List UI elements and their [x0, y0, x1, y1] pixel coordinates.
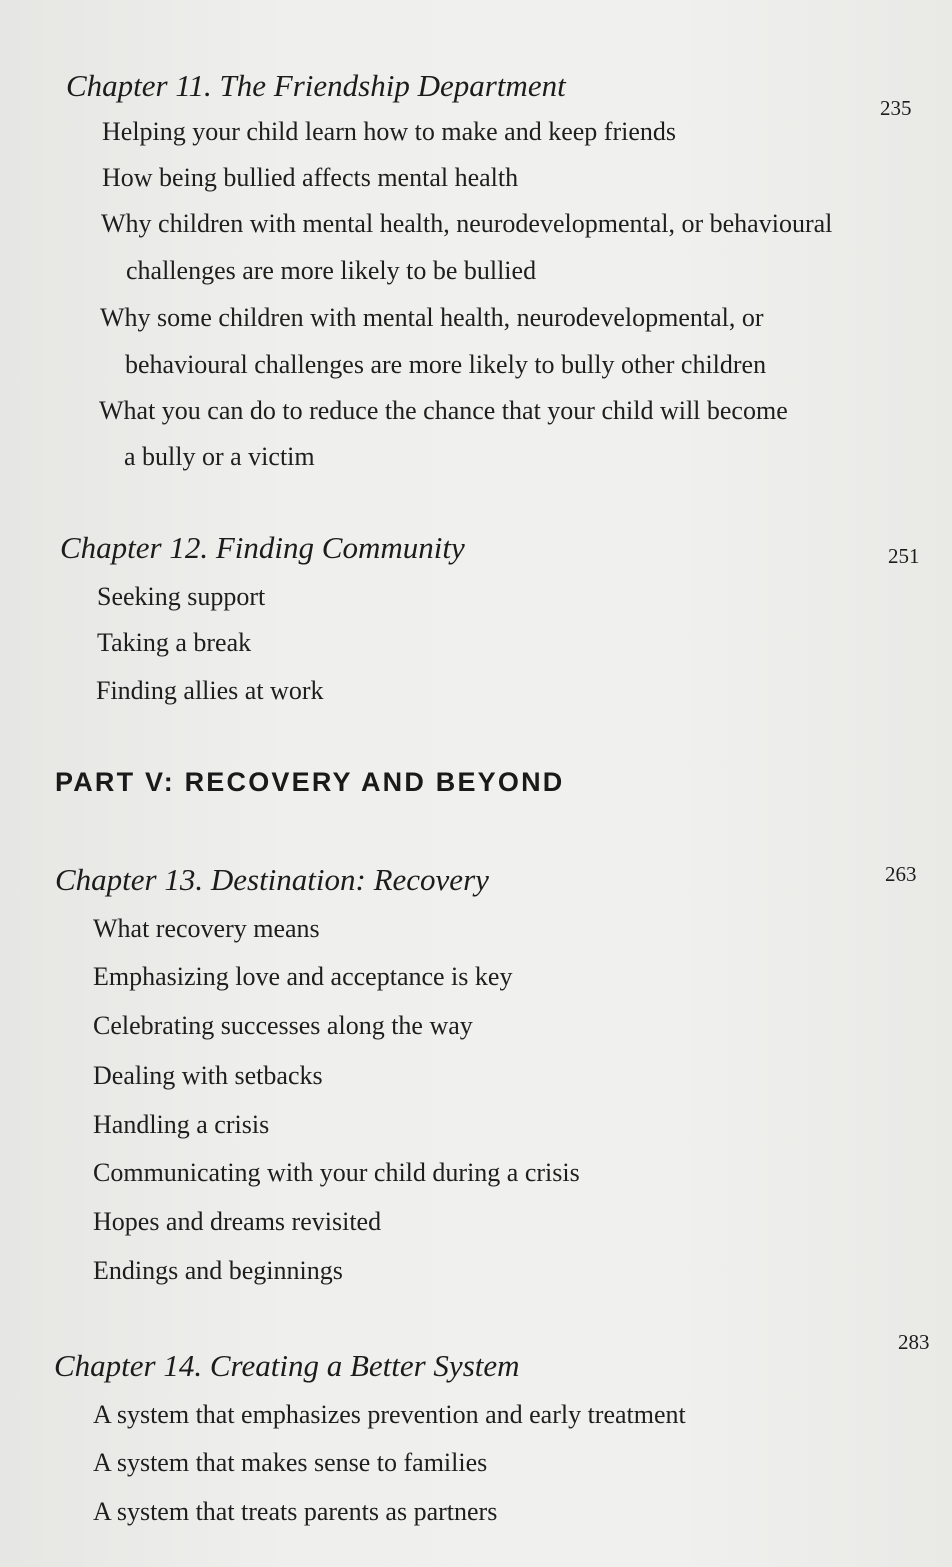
topic-line: Taking a break — [97, 628, 252, 657]
chapter-title: Chapter 14. Creating a Better System — [54, 1348, 520, 1383]
topic-line: Helping your child learn how to make and keep friends — [102, 117, 676, 146]
chapter-title: Chapter 11. The Friendship Department — [66, 68, 566, 103]
topic-line: A system that makes sense to families — [93, 1448, 488, 1477]
chapter-title: Chapter 12. Finding Community — [60, 530, 465, 565]
topic-line: A system that emphasizes prevention and early treatment — [93, 1400, 686, 1429]
topic-line: Seeking support — [97, 582, 266, 611]
topic-line: challenges are more likely to be bullied — [126, 256, 537, 285]
topic-line: behavioural challenges are more likely to bully other children — [125, 350, 767, 379]
topic-line: What recovery means — [93, 914, 320, 943]
topic-line: A system that treats parents as partners — [93, 1497, 498, 1526]
topic-line: How being bullied affects mental health — [102, 163, 519, 192]
topic-line: Why some children with mental health, neurodevelopmental, or — [100, 303, 764, 332]
topic-line: Emphasizing love and acceptance is key — [93, 962, 513, 991]
topic-line: Celebrating successes along the way — [93, 1011, 473, 1040]
chapter-page-number: 283 — [898, 1330, 930, 1354]
topic-line: Endings and beginnings — [93, 1256, 343, 1285]
topic-line: a bully or a victim — [124, 442, 315, 471]
chapter-page-number: 235 — [880, 96, 912, 120]
topic-line: Communicating with your child during a crisis — [93, 1158, 580, 1187]
topic-line: Finding allies at work — [96, 676, 324, 705]
topic-line: Handling a crisis — [93, 1110, 270, 1139]
topic-line: What you can do to reduce the chance that your child will become — [99, 396, 788, 425]
topic-line: Dealing with setbacks — [93, 1061, 323, 1090]
chapter-page-number: 263 — [885, 862, 917, 886]
chapter-page-number: 251 — [888, 544, 920, 568]
topic-line: Hopes and dreams revisited — [93, 1207, 382, 1236]
topic-line: Why children with mental health, neurodevelopmental, or behavioural — [101, 209, 833, 238]
chapter-title: Chapter 13. Destination: Recovery — [55, 862, 489, 897]
part-heading: PART V: RECOVERY AND BEYOND — [55, 767, 565, 797]
